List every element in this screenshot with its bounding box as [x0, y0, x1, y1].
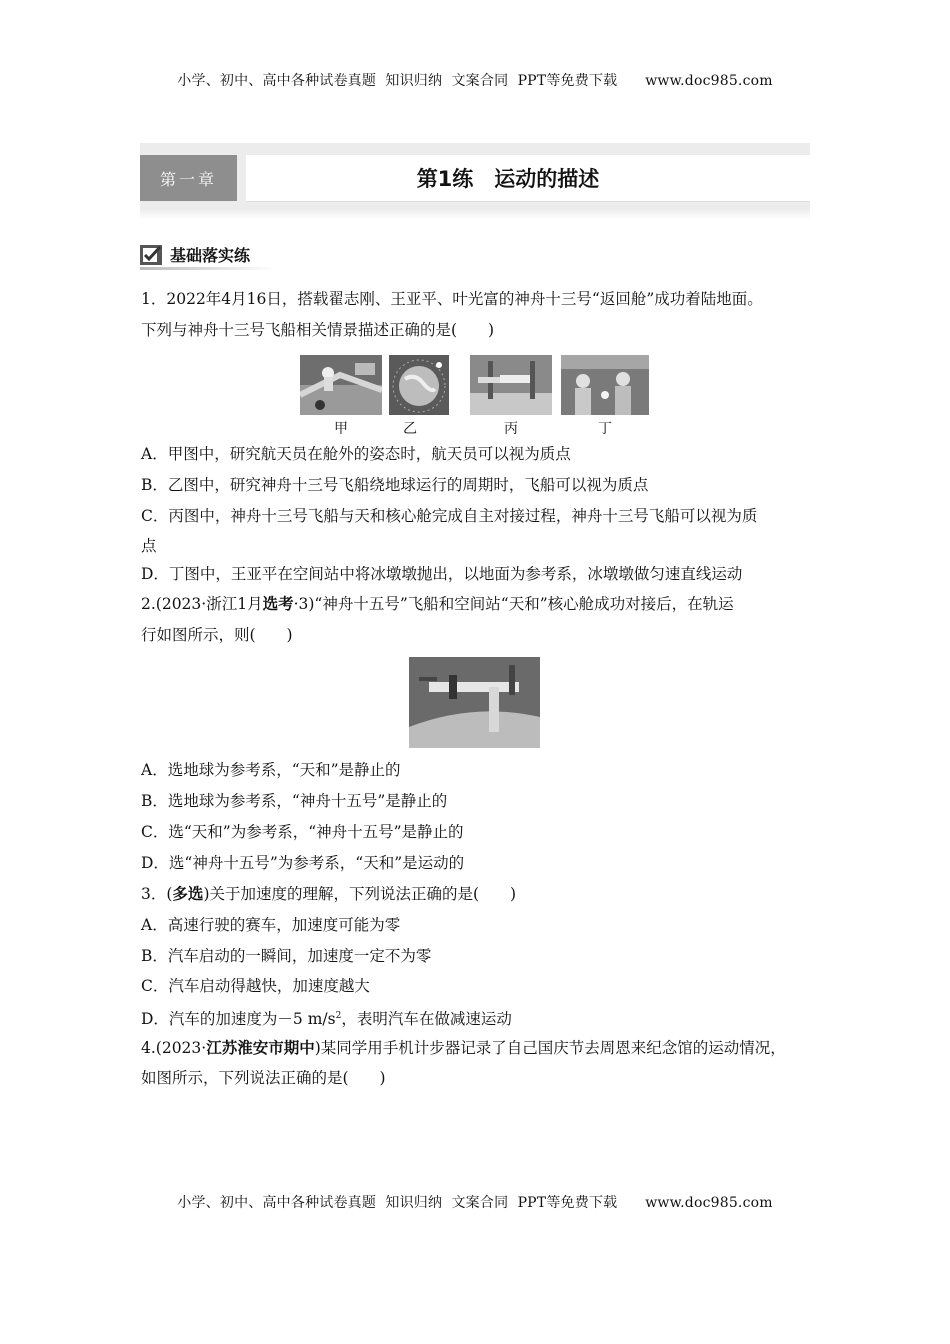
q2-figure-space-station: [409, 657, 540, 748]
q4-stem-line1: [141, 1038, 786, 1058]
banner-shadow: [140, 209, 810, 219]
q2-option-d: D．选“神舟十五号”为参考系，“天和”是运动的: [141, 854, 465, 872]
q3-option-d-sup: 2: [335, 1011, 342, 1021]
q3-option-a: A．高速行驶的赛车，加速度可能为零: [141, 916, 401, 934]
q1-stem-line1: 1．2022年4月16日，搭载翟志刚、王亚平、叶光富的神舟十三号“返回舱”成功着陆地面。: [141, 290, 763, 308]
q1-stem-line2: 下列与神舟十三号飞船相关情景描述正确的是( ): [141, 321, 495, 339]
photo-astronauts-cabin: [561, 355, 649, 415]
q2-option-a: A．选地球为参考系，“天和”是静止的: [141, 761, 401, 779]
q4-stem-text: )某同学用手机计步器记录了自己国庆节去周恩来纪念馆的运动情况，: [314, 1039, 786, 1057]
q3-option-b: B．汽车启动的一瞬间，加速度一定不为零: [141, 947, 432, 965]
q3-option-d-b: ，表明汽车在做减速运动: [341, 1010, 512, 1029]
q2-option-b: B．选地球为参考系，“神舟十五号”是静止的: [141, 792, 448, 810]
page-footer: 小学、初中、高中各种试卷真题 知识归纳 文案合同 PPT等免费下载 www.doc985.com: [177, 1195, 773, 1211]
section-heading: [140, 243, 250, 266]
q3-option-c: C．汽车启动得越快，加速度越大: [141, 977, 370, 995]
q1-option-a: A．甲图中，研究航天员在舱外的姿态时，航天员可以视为质点: [141, 445, 571, 463]
q3-stem-c: )关于加速度的理解，下列说法正确的是( ): [203, 885, 517, 903]
photo-astronaut-eva: [300, 355, 382, 415]
photo-docking: [470, 355, 552, 415]
photo-label-ding: 丁: [598, 421, 612, 437]
q2-source-a: 2.(2023·浙江1月: [141, 595, 263, 613]
q1-option-c-line2: 点: [141, 537, 157, 555]
photo-label-jia: 甲: [334, 421, 348, 437]
chapter-label: 第一章: [140, 155, 237, 201]
chapter-banner: [140, 143, 810, 209]
q3-multi-tag: 多选: [172, 884, 204, 903]
q3-stem-a: 3．(: [141, 885, 173, 903]
q2-stem-text: ·3)“神舟十五号”飞船和空间站“天和”核心舱成功对接后，在轨运: [293, 595, 734, 613]
q4-source-a: 4.(2023·: [141, 1039, 207, 1057]
photo-earth-orbit: [389, 355, 471, 415]
q3-option-d: [141, 1006, 512, 1029]
q4-stem-line2: 如图所示，下列说法正确的是( ): [141, 1069, 386, 1087]
section-title: 基础落实练: [170, 246, 251, 265]
page-header: 小学、初中、高中各种试卷真题 知识归纳 文案合同 PPT等免费下载 www.doc985.com: [177, 73, 773, 89]
photo-label-bing: 丙: [504, 421, 518, 437]
q1-option-c-line1: C．丙图中，神舟十三号飞船与天和核心舱完成自主对接过程，神舟十三号飞船可以视为质: [141, 507, 758, 525]
q2-source-b: 选考: [262, 594, 294, 613]
photo-label-yi: 乙: [403, 421, 417, 437]
page-title: 第1练 运动的描述: [246, 155, 810, 202]
q1-option-b: B．乙图中，研究神舟十三号飞船绕地球运行的周期时，飞船可以视为质点: [141, 476, 649, 494]
q3-option-d-a: D．汽车的加速度为－5 m/s: [141, 1010, 336, 1029]
q1-option-d: D．丁图中，王亚平在空间站中将冰墩墩抛出，以地面为参考系，冰墩墩做匀速直线运动: [141, 565, 743, 583]
q4-source-b: 江苏淮安市期中: [206, 1038, 315, 1057]
q3-stem: [141, 884, 516, 904]
section-underline: [140, 267, 275, 270]
q2-stem-line2: 行如图所示，则( ): [141, 626, 293, 644]
checkbox-icon: [140, 245, 162, 265]
q2-option-c: C．选“天和”为参考系，“神舟十五号”是静止的: [141, 823, 464, 841]
q2-stem-line1: [141, 594, 734, 614]
